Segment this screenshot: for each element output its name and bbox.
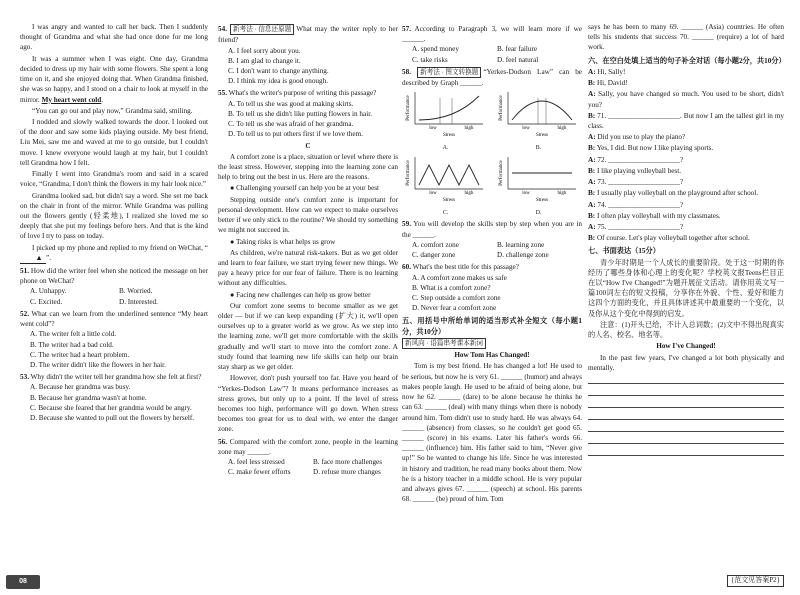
question-58: 58. 新考法 · 图文转换题 “Yerkes-Dodson Law” can be described by Graph ______. [402, 67, 582, 88]
story-paragraph: I picked up my phone and replied to my friend on WeChat, “▲ ”. [20, 243, 208, 264]
answer-option[interactable]: B. face more challenges [313, 458, 383, 467]
performance-curve [419, 165, 479, 185]
question-60: 60. What's the best title for this passage? [402, 263, 519, 272]
question: 51. How did the writer feel when she noticed the message on her phone on WeChat? [20, 267, 208, 286]
passage-title: How Tom Has Changed! [454, 351, 530, 360]
answer-option[interactable]: B. Because her grandma wasn't at home. [30, 393, 147, 402]
answer-option[interactable]: C. danger zone [412, 251, 456, 260]
answer-option[interactable]: A. spend money [412, 45, 459, 54]
answer-option[interactable]: A. feel less stressed [228, 458, 285, 467]
question-options [218, 46, 398, 87]
writing-note: 注意：(1)开头已给，不计入总词数；(2)文中不得出现真实的人名、校名、地名等。 [588, 320, 784, 340]
tick-label: high [557, 126, 566, 132]
dialogue-line: B: I like playing volleyball best. [588, 166, 682, 175]
question-options [402, 273, 582, 314]
answer-option[interactable]: A. Because her grandma was busy. [30, 383, 131, 392]
tick-label: high [464, 190, 473, 196]
tick-label: high [464, 126, 473, 132]
answer-option[interactable]: C. take risks [412, 55, 448, 64]
tick-label: low [521, 190, 530, 196]
speaker-label: A: [588, 155, 596, 164]
question: 52. What can we learn from the underlined sentence “My heart went cold”? [20, 309, 208, 329]
story-paragraph: Finally I went into Grandma's room and said in a scared voice, “Grandma, I don't think the flowers in my hair look nice.” [20, 170, 208, 189]
column-2 [218, 22, 398, 478]
passage-paragraph: Stepping outside one's comfort zone is important for personal development. How can we expect to make ourselves better if we only stick to the routine? We should try something we might not succeed in. [218, 195, 398, 235]
speaker-label: A: [588, 200, 596, 209]
question-options[interactable] [20, 382, 208, 423]
question-54: 54. 新考法 · 信息还原题 What may the writer reply to her friend? [218, 25, 399, 45]
dialogue-line: B: I usually play volleyball on the playground after school. [588, 189, 759, 198]
question: 53. Why didn't the writer tell her grandma how she felt at first? [20, 373, 202, 382]
passage-paragraph: However, don't push yourself too far. Have you heard of “Yerkes-Dodson Law”? It means performance increases as stress grows, but only up to a point. If the level of stress becomes too high, performance will go down. When stress becomes too great for us to deal with, we enter the danger zone. [218, 374, 398, 434]
speaker-label: A: [588, 133, 596, 142]
answer-option[interactable]: B. learning zone [497, 240, 545, 249]
question-56: 56. Compared with the comfort zone, people in the learning zone may ______. [218, 437, 398, 456]
answer-option[interactable]: D. Never fear a comfort zone [412, 304, 497, 313]
story-paragraph: Grandma looked sad, but didn't say a word. She set me back on the chair in front of the mirror. While Grandma was pulling out the flowers gently (轻柔地), I realized she loved me so deeply that she put my feelings before hers. And that is the kind of love I try to pass on today. [20, 191, 208, 241]
dialogue-line: B: Of course. Let's play volleyball together after school. [588, 234, 750, 243]
tick-label: low [521, 126, 530, 132]
speaker-label: B: [588, 234, 596, 243]
story-paragraph: It was a summer when I was eight. One day, Grandma decided to dress up my hair with some flowers. She spent a long time on it, and she enjoyed doing that. When Grandma finished, she was so happy, and I stood on a chair to look at myself in the mirror. My heart went cold. [20, 54, 208, 104]
graph-d [495, 155, 582, 218]
speaker-label: B: [588, 79, 596, 88]
answer-option[interactable]: B. To tell us she didn't like putting flowers in hair. [228, 109, 372, 118]
answer-option[interactable]: D. To tell us to put others first if we love them. [228, 130, 363, 139]
graph-svg [403, 90, 489, 144]
question-57: 57. According to Paragraph 3, we will learn more if we ______. [402, 25, 583, 44]
tick-label: low [428, 126, 437, 132]
dialogue-line: A: 75. ____________________? [588, 222, 684, 231]
graph-label: B. [535, 145, 542, 152]
y-axis-label: Performance [405, 160, 411, 186]
answer-option[interactable]: B. The writer had a bad cold. [30, 340, 114, 349]
speaker-label: B: [588, 211, 596, 220]
question-list [20, 266, 208, 423]
bullet-heading: ● Taking risks is what helps us grow [230, 237, 336, 246]
dialogue-line: B: 71. ____________________. But now I am the tallest girl in my class. [588, 111, 784, 130]
answer-option[interactable]: C. Step outside a comfort zone [412, 294, 501, 303]
section-7-heading: 七、书面表达（15分） [588, 247, 660, 256]
answer-option[interactable]: B. I am glad to change it. [228, 56, 301, 65]
answer-option[interactable]: C. The writer had a heart problem. [30, 350, 130, 359]
dialogue-line: A: 73. ____________________? [588, 178, 684, 187]
answer-option[interactable]: A. comfort zone [412, 240, 459, 249]
cloze-passage-continued: says he has been to many 69. ______ (Asia) countries. He often tells his students that success 70. ______ (require) a lot of hard work. [588, 23, 784, 52]
graph-c [402, 155, 489, 218]
answer-option[interactable]: C. I don't want to change anything. [228, 67, 329, 76]
dialogue-line: A: Did you use to play the piano? [588, 133, 686, 142]
passage-paragraph: As children, we're natural risk-takers. But as we get older and learn to fear failure, we start trying fewer new things. We pay a heavy price for our fear of failure. There is no learning without any difficulties. [218, 248, 398, 288]
triangle-blank: ▲ [20, 253, 46, 264]
answer-option[interactable]: D. Interested. [119, 297, 158, 306]
writing-title: How I've Changed! [656, 342, 716, 351]
speaker-label: B: [588, 166, 596, 175]
passage-paragraph: Our comfort zone seems to become smaller as we get older — but if we can keep expanding (扩大) it, we'll open ourselves up to a greater world as we grow. As we step into the learning zone, we'll get more comfortable with the skills gradually and we'll start to move into the comfort zone. A study found that learning new life skills can help our brain stay sharp as we get older. [218, 301, 398, 372]
x-axis-label: Stress [535, 133, 548, 139]
bullet-heading: ● Challenging yourself can help you be at your best [230, 184, 380, 193]
speaker-label: A: [588, 222, 596, 231]
question-options[interactable] [20, 286, 208, 306]
dialogue-line: A: 72. ____________________? [588, 155, 684, 164]
speaker-label: B: [588, 111, 596, 120]
passage-paragraph: A comfort zone is a place, situation or level where there is the least stress. However, stepping into the learning zone can help to bring out the best in us. Here are the reasons. [218, 152, 398, 182]
speaker-label: B: [588, 189, 596, 198]
answer-option[interactable]: A. To tell us she was good at making skirts. [228, 99, 354, 108]
question-number: 53. [20, 373, 29, 382]
answer-option[interactable]: A. I feel sorry about you. [228, 46, 301, 55]
graph-svg [496, 155, 582, 209]
dialogue [588, 67, 784, 244]
graph-label: C. [442, 209, 449, 216]
graph-options [402, 90, 582, 217]
answer-option[interactable]: D. Because she wanted to pull out the flowers by herself. [30, 414, 195, 423]
dialogue-line: B: I often play volleyball with my classmates. [588, 211, 721, 220]
writing-start: In the past few years, I've changed a lot both physically and mentally. [588, 353, 784, 372]
cloze-passage: Tom is my best friend. He has changed a lot! He used to be serious, but now he is very 61. ______ (humor) and always makes people laugh. He used to be afraid of being alone, but now he 62. ______ (dare) to be alone because he thinks he can 63. ______ (deal) with many things when there is nobody around him. Tom didn't use to study hard. He was always 64. ______ (absence) from classes, so he couldn't get good 65. ______ (score) in his exams. Later his father's words 66. ______ (influence) him. His father said to him, “Never give up!” So he wanted to change his life. Since he was interested in history and tradition, he read many books about them. Now he is a history teacher in a middle school. He is very popular and always gives 67. ______ (speech) at school. His parents 68. ______ (be) proud of him. Tom [402, 362, 582, 504]
graph-svg [496, 90, 582, 144]
question-options [402, 240, 582, 260]
underlined-sentence: My heart went cold [41, 95, 102, 104]
dialogue-line: A: Hi, Sally! [588, 67, 626, 76]
question-tag: 新考法 · 信息还原题 [230, 24, 294, 35]
speaker-label: A: [588, 178, 596, 187]
graph-label: A. [442, 145, 449, 152]
question-options[interactable] [20, 329, 208, 370]
answer-option[interactable]: D. refuse more changes [313, 468, 381, 477]
answer-option[interactable]: A. A comfort zone makes us safe [412, 273, 507, 282]
section-c-heading: C [305, 141, 311, 150]
section-5-heading: 五、用括号中所给单词的适当形式补全短文（每小题1分，共10分） [402, 317, 582, 336]
answer-option[interactable]: D. The writer didn't like the flowers in her hair. [30, 361, 166, 369]
x-axis-label: Stress [442, 133, 455, 139]
x-axis-label: Stress [535, 197, 548, 203]
bullet-heading: ● Facing new challenges can help us grow better [230, 290, 371, 299]
speaker-label: B: [588, 144, 596, 153]
dialogue-line: B: Hi, David! [588, 79, 628, 88]
tick-label: high [557, 190, 566, 196]
answer-option[interactable]: D. challenge zone [497, 251, 549, 260]
section-6-heading: 六、在空白处填上适当的句子补全对话（每小题2分，共10分） [588, 56, 786, 65]
graph-a [402, 90, 489, 153]
answer-option[interactable]: D. I think my idea is good enough. [228, 77, 329, 86]
section-tag: 新风向 · 语篇串考课本新词 [402, 338, 582, 349]
graph-label: D. [535, 209, 542, 216]
story-paragraph: I nodded and slowly walked towards the door. I looked out of the door and saw some kids playing outside. My best friend, Liu Mei, saw me and waved at me to go outside, but I couldn't move. I knew everyone would laugh at my hair, but I couldn't tell Grandma how I felt. [20, 117, 208, 167]
speaker-label: A: [588, 67, 596, 76]
column-1 [20, 22, 208, 423]
page-number-badge: 08 [6, 575, 40, 589]
answer-option[interactable]: A. The writer felt a little cold. [30, 330, 117, 339]
question-options [402, 44, 582, 64]
x-axis-label: Stress [442, 197, 455, 203]
speaker-label: A: [588, 90, 596, 99]
y-axis-label: Performance [498, 95, 504, 122]
y-axis-label: Performance [498, 160, 504, 186]
answer-option[interactable]: C. Because she feared that her grandma would be angry. [30, 403, 192, 412]
graph-b [495, 90, 582, 153]
story-paragraph: “You can go out and play now,” Grandma said, smiling. [32, 106, 193, 115]
question-options [218, 99, 398, 140]
question-55: 55. What's the writer's purpose of writing this passage? [218, 89, 377, 98]
dialogue-line: B: Yes, I did. But now I like playing sports. [588, 144, 714, 153]
answer-option[interactable]: B. fear failure [497, 45, 538, 54]
question-59: 59. You will develop the skills step by step when you are in the ______. [402, 220, 583, 239]
tick-label: low [428, 190, 437, 196]
answer-reference: {范文见答案P2} [727, 575, 784, 587]
answer-option[interactable]: B. What is a comfort zone? [412, 283, 491, 292]
question-options [218, 457, 398, 477]
dialogue-line: A: Sally, you have changed so much. You used to be short, didn't you? [588, 90, 784, 109]
answer-option[interactable]: C. make fewer efforts [228, 468, 291, 477]
answer-option[interactable]: D. feel natural [497, 55, 539, 64]
performance-curve [419, 96, 479, 120]
writing-lines[interactable] [588, 374, 784, 456]
column-4 [588, 22, 784, 458]
story-paragraph: I was angry and wanted to call her back. Then I suddenly thought of Grandma and what she had once done for me long ago. [20, 23, 208, 52]
y-axis-label: Performance [405, 95, 411, 122]
answer-option[interactable]: C. Excited. [30, 297, 63, 306]
column-3 [402, 22, 582, 506]
answer-option[interactable]: C. To tell us she was afraid of her grandma. [228, 120, 354, 129]
question-number: 52. [20, 309, 29, 318]
graph-svg [403, 155, 489, 209]
dialogue-line: A: 74. ____________________? [588, 200, 684, 209]
writing-prompt: 青少年时期是一个人成长的重要阶段。处于这一时期的你经历了哪些身体和心理上的变化呢？学校英文报Teens栏目正在以“How I've Changed!”为题开展征文活动。请你用英文写一篇100词左右的短文投稿，分享你在外貌、个性、爱好和能力这四个方面的变化，并且具体讲述其中最重要的一个变化，以及你从这个变化中得到的启发。 [588, 258, 784, 318]
answer-option[interactable]: A. Unhappy. [30, 287, 67, 296]
answer-option[interactable]: B. Worried. [119, 287, 153, 296]
performance-curve [512, 101, 572, 120]
question-tag: 新考法 · 图文转换题 [417, 67, 481, 78]
question-number: 51. [20, 267, 29, 276]
